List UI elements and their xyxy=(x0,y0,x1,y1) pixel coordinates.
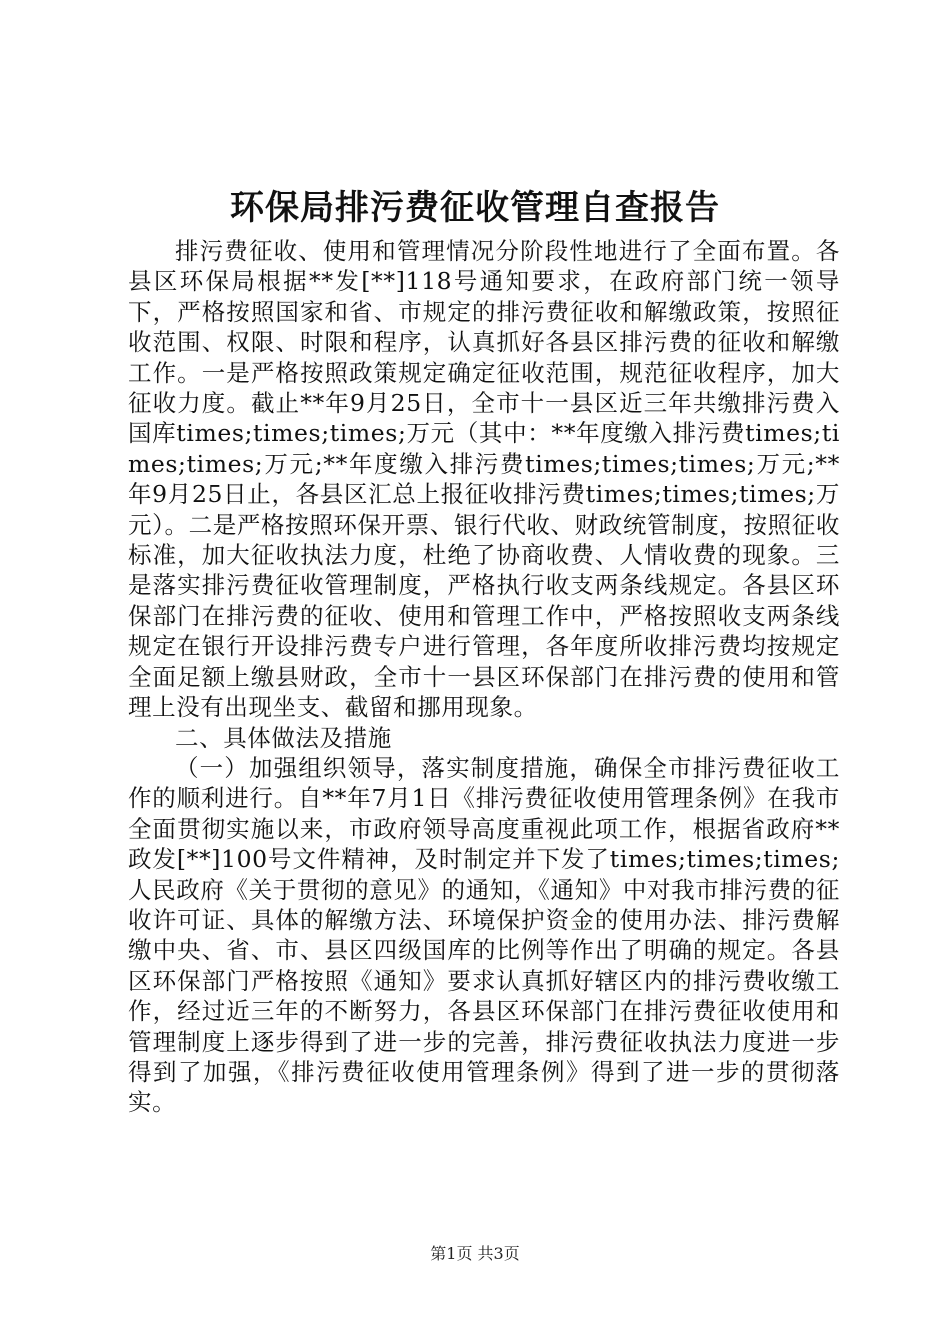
paragraph-organization: （一）加强组织领导，落实制度措施，确保全市排污费征收工作的顺利进行。自**年7月1日《排污费征收使用管理条例》在我市全面贯彻实施以来，市政府领导高度重视此项工作，根据省政府**政发[**]100号文件精神，及时制定并下发了times;times;times;人民政府《关于贯彻的意见》的通知，《通知》中对我市排污费的征收许可证、具体的解缴方法、环境保护资金的使用办法、排污费解缴中央、省、市、县区四级国库的比例等作出了明确的规定。各县区环保部门严格按照《通知》要求认真抓好辖区内的排污费收缴工作，经过近三年的不断努力，各县区环保部门在排污费征收使用和管理制度上逐步得到了进一步的完善，排污费征收执法力度进一步得到了加强，《排污费征收使用管理条例》得到了进一步的贯彻落实。 xyxy=(128,753,840,1117)
document-title: 环保局排污费征收管理自查报告 xyxy=(230,188,720,228)
document-body xyxy=(128,236,840,1118)
page-number-footer: 第1页 共3页 xyxy=(430,1244,520,1263)
paragraph-overview: 排污费征收、使用和管理情况分阶段性地进行了全面布置。各县区环保局根据**发[**]118号通知要求，在政府部门统一领导下，严格按照国家和省、市规定的排污费征收和解缴政策，按照征收范围、权限、时限和程序，认真抓好各县区排污费的征收和解缴工作。一是严格按照政策规定确定征收范围，规范征收程序，加大征收力度。截止**年9月25日，全市十一县区近三年共缴排污费入国库times;times;times;万元（其中：**年度缴入排污费times;times;times;万元;**年度缴入排污费times;times;times;万元;**年9月25日止，各县区汇总上报征收排污费times;times;times;万元）。二是严格按照环保开票、银行代收、财政统管制度，按照征收标准，加大征收执法力度，杜绝了协商收费、人情收费的现象。三是落实排污费征收管理制度，严格执行收支两条线规定。各县区环保部门在排污费的征收、使用和管理工作中，严格按照收支两条线规定在银行开设排污费专户进行管理，各年度所收排污费均按规定全面足额上缴县财政，全市十一县区环保部门在排污费的使用和管理上没有出现坐支、截留和挪用现象。 xyxy=(128,237,840,722)
section-heading-measures: 二、具体做法及措施 xyxy=(175,723,392,752)
